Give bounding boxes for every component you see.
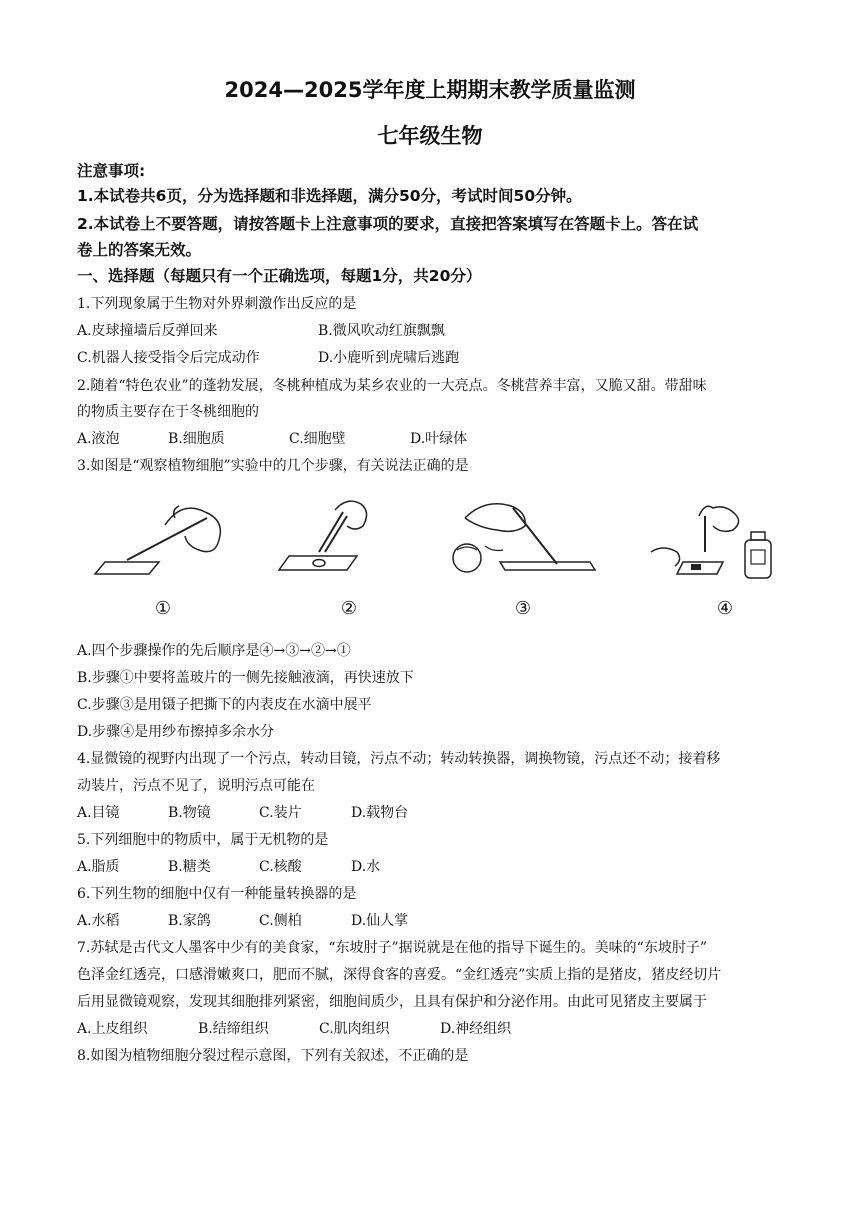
q5-option-c: C.核酸 <box>259 859 302 875</box>
step-4-label: ④ <box>716 598 734 619</box>
exam-title: 2024—2025学年度上期期末教学质量监测 <box>224 78 636 102</box>
q5-option-a: A.脂质 <box>77 859 120 875</box>
q4-option-a: A.目镜 <box>77 805 120 821</box>
step-1-illustration <box>87 490 237 590</box>
q3-option-b: B.步骤①中要将盖玻片的一侧先接触液滴，再快速放下 <box>77 670 414 686</box>
q2-stem-line-2: 的物质主要存在于冬桃细胞的 <box>77 404 259 420</box>
step-2-label: ② <box>340 598 358 619</box>
q3-option-d: D.步骤④是用纱布擦掉多余水分 <box>77 724 275 740</box>
q6-option-c: C.侧柏 <box>259 913 302 929</box>
q7-option-b: B.结缔组织 <box>198 1021 269 1037</box>
q7-option-c: C.肌肉组织 <box>319 1021 390 1037</box>
q1-option-c: C.机器人接受指令后完成动作 <box>77 350 260 366</box>
note-1: 1.本试卷共6页，分为选择题和非选择题，满分50分，考试时间50分钟。 <box>77 187 582 205</box>
q2-option-d: D.叶绿体 <box>410 431 468 447</box>
step-1-label: ① <box>154 598 172 619</box>
q7-option-a: A.上皮组织 <box>77 1021 148 1037</box>
step-3-label: ③ <box>514 598 532 619</box>
exam-subtitle: 七年级生物 <box>377 124 483 148</box>
q2-option-a: A.液泡 <box>77 431 120 447</box>
q1-stem: 1.下列现象属于生物对外界刺激作出反应的是 <box>77 296 357 312</box>
q7-stem-line-3: 后用显微镜观察，发现其细胞排列紧密，细胞间质少，且具有保护和分泌作用。由此可见猪皮主要属于 <box>77 994 707 1010</box>
q5-option-b: B.糖类 <box>168 859 211 875</box>
q4-option-d: D.载物台 <box>351 805 409 821</box>
q7-stem-line-2: 色泽金红透亮，口感滑嫩爽口，肥而不腻，深得食客的喜爱。“金红透亮”实质上指的是猪皮，猪皮经切片 <box>77 967 722 983</box>
q3-stem: 3.如图是“观察植物细胞”实验中的几个步骤，有关说法正确的是 <box>77 458 469 474</box>
q6-option-b: B.家鸽 <box>168 913 211 929</box>
section-1-heading: 一、选择题（每题只有一个正确选项，每题1分，共20分） <box>77 267 482 285</box>
q6-option-d: D.仙人掌 <box>351 913 409 929</box>
note-2-line-2: 卷上的答案无效。 <box>77 241 202 259</box>
q4-stem-line-1: 4.显微镜的视野内出现了一个污点，转动目镜，污点不动；转动转换器，调换物镜，污点还不动；接着移 <box>77 751 721 767</box>
q6-option-a: A.水稻 <box>77 913 120 929</box>
step-4-illustration <box>647 490 777 590</box>
step-2-illustration <box>275 490 385 590</box>
q1-option-d: D.小鹿听到虎啸后逃跑 <box>318 350 460 366</box>
q3-option-c: C.步骤③是用镊子把撕下的内表皮在水滴中展平 <box>77 697 372 713</box>
note-2-line-1: 2.本试卷上不要答题，请按答题卡上注意事项的要求，直接把答案填写在答题卡上。答在试 <box>77 215 699 233</box>
q7-option-d: D.神经组织 <box>440 1021 512 1037</box>
q2-option-c: C.细胞壁 <box>289 431 346 447</box>
q4-option-c: C.装片 <box>259 805 302 821</box>
q5-option-d: D.水 <box>351 859 381 875</box>
q3-figure <box>77 490 777 630</box>
q8-stem: 8.如图为植物细胞分裂过程示意图，下列有关叙述，不正确的是 <box>77 1048 469 1064</box>
q7-stem-line-1: 7.苏轼是古代文人墨客中少有的美食家，“东坡肘子”据说就是在他的指导下诞生的。美味的“东坡肘子” <box>77 940 707 956</box>
q5-stem: 5.下列细胞中的物质中，属于无机物的是 <box>77 832 329 848</box>
q4-stem-line-2: 动装片，污点不见了，说明污点可能在 <box>77 778 315 794</box>
q2-stem-line-1: 2.随着“特色农业”的蓬勃发展，冬桃种植成为某乡农业的一大亮点。冬桃营养丰富，又脆又甜。带甜味 <box>77 378 707 394</box>
q4-option-b: B.物镜 <box>168 805 211 821</box>
q6-stem: 6.下列生物的细胞中仅有一种能量转换器的是 <box>77 886 357 902</box>
notes-heading: 注意事项: <box>77 162 146 180</box>
q1-option-b: B.微风吹动红旗飘飘 <box>318 323 445 339</box>
step-3-illustration <box>445 490 605 590</box>
q1-option-a: A.皮球撞墙后反弹回来 <box>77 323 218 339</box>
q2-option-b: B.细胞质 <box>168 431 225 447</box>
q3-option-a: A.四个步骤操作的先后顺序是④→③→②→① <box>77 643 351 659</box>
